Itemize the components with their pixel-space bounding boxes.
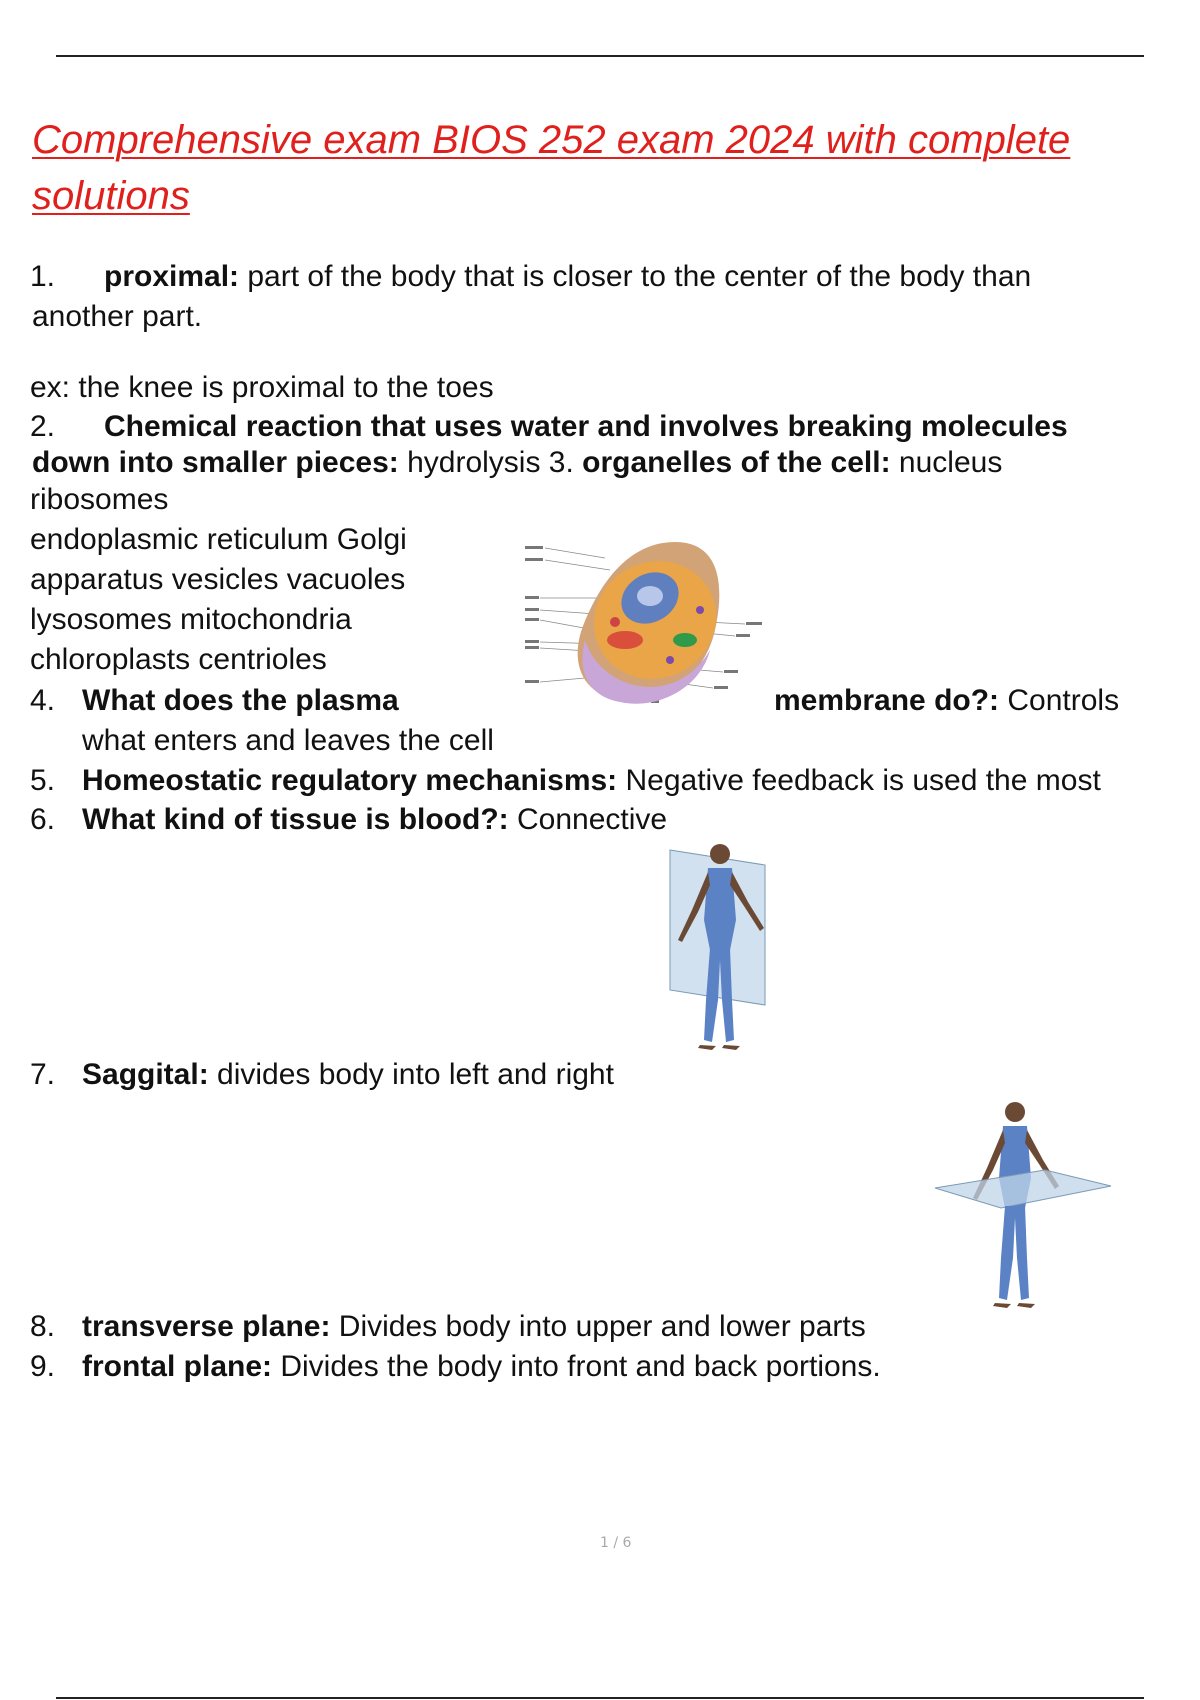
page-indicator: 1 / 6 bbox=[600, 1535, 632, 1551]
bottom-rule bbox=[56, 1697, 1144, 1699]
item-3-definition: nucleus bbox=[890, 446, 1003, 479]
item-9-number: 9. bbox=[30, 1350, 56, 1383]
item-4-definition: Controls bbox=[999, 684, 1120, 717]
mitochondrion bbox=[673, 633, 697, 647]
organelle-line-3: apparatus vesicles vacuoles bbox=[30, 563, 406, 596]
item-5-term: Homeostatic regulatory mechanisms: bbox=[82, 764, 618, 797]
figure-head bbox=[1005, 1102, 1025, 1122]
item-8-number: 8. bbox=[30, 1310, 56, 1343]
figure-legs bbox=[999, 1206, 1029, 1300]
item-6-term: What kind of tissue is blood?: bbox=[82, 803, 509, 836]
lysosome bbox=[696, 606, 704, 614]
sagittal-plane-figure bbox=[660, 840, 780, 1060]
item-2-line-1 bbox=[104, 408, 1068, 446]
item-1-example: ex: the knee is proximal to the toes bbox=[30, 371, 494, 404]
item-5-number: 5. bbox=[30, 764, 56, 797]
item-6-line bbox=[82, 801, 667, 839]
item-2-definition: hydrolysis 3. bbox=[398, 446, 583, 479]
item-9-line bbox=[82, 1348, 881, 1386]
item-9-definition: Divides the body into front and back portions. bbox=[272, 1350, 881, 1383]
nucleolus bbox=[637, 586, 663, 606]
item-7-line bbox=[82, 1056, 614, 1094]
item-3-term: organelles of the cell: bbox=[582, 446, 891, 479]
organelle-line-5: chloroplasts centrioles bbox=[30, 643, 327, 676]
item-2-term-continued: down into smaller pieces: bbox=[32, 446, 399, 479]
figure-head bbox=[710, 844, 730, 864]
item-1-term: proximal: bbox=[104, 260, 240, 293]
item-1-number: 1. bbox=[30, 260, 56, 293]
item-4-continuation: what enters and leaves the cell bbox=[82, 724, 494, 757]
figure-feet bbox=[993, 1303, 1035, 1308]
item-5-line bbox=[82, 762, 1101, 800]
lysosome bbox=[666, 656, 674, 664]
top-rule bbox=[56, 55, 1144, 57]
item-1-continuation: another part. bbox=[32, 300, 203, 333]
animal-cell-illustration bbox=[525, 540, 765, 710]
golgi bbox=[607, 631, 643, 649]
item-7-number: 7. bbox=[30, 1058, 56, 1091]
item-1-line bbox=[104, 258, 1031, 296]
item-2-term: Chemical reaction that uses water and involves breaking molecules bbox=[104, 410, 1068, 443]
item-8-line bbox=[82, 1308, 866, 1346]
transverse-plane bbox=[935, 1170, 1111, 1208]
item-7-definition: divides body into left and right bbox=[208, 1058, 614, 1091]
item-4-number: 4. bbox=[30, 684, 56, 717]
item-1-definition: part of the body that is closer to the center of the body than bbox=[239, 260, 1032, 293]
item-4-term-part-2: membrane do?: Controls bbox=[774, 684, 1120, 717]
item-8-term: transverse plane: bbox=[82, 1310, 331, 1343]
item-7-term: Saggital: bbox=[82, 1058, 209, 1091]
vesicle bbox=[610, 617, 620, 627]
item-2-number: 2. bbox=[30, 410, 56, 443]
document-title: Comprehensive exam BIOS 252 exam 2024 with complete solutions bbox=[32, 118, 1071, 218]
item-6-definition: Connective bbox=[508, 803, 668, 836]
item-4-term-part-1: What does the plasma bbox=[82, 684, 399, 717]
organelle-line-4: lysosomes mitochondria bbox=[30, 603, 352, 636]
item-8-definition: Divides body into upper and lower parts bbox=[330, 1310, 866, 1343]
item-2-line-2 bbox=[32, 444, 1002, 482]
transverse-plane-figure bbox=[935, 1098, 1115, 1318]
item-9-term: frontal plane: bbox=[82, 1350, 273, 1383]
figure-feet bbox=[698, 1045, 740, 1050]
organelle-line-1: ribosomes bbox=[30, 483, 169, 516]
item-6-number: 6. bbox=[30, 803, 56, 836]
organelle-line-2: endoplasmic reticulum Golgi bbox=[30, 523, 407, 556]
item-5-definition: Negative feedback is used the most bbox=[617, 764, 1101, 797]
